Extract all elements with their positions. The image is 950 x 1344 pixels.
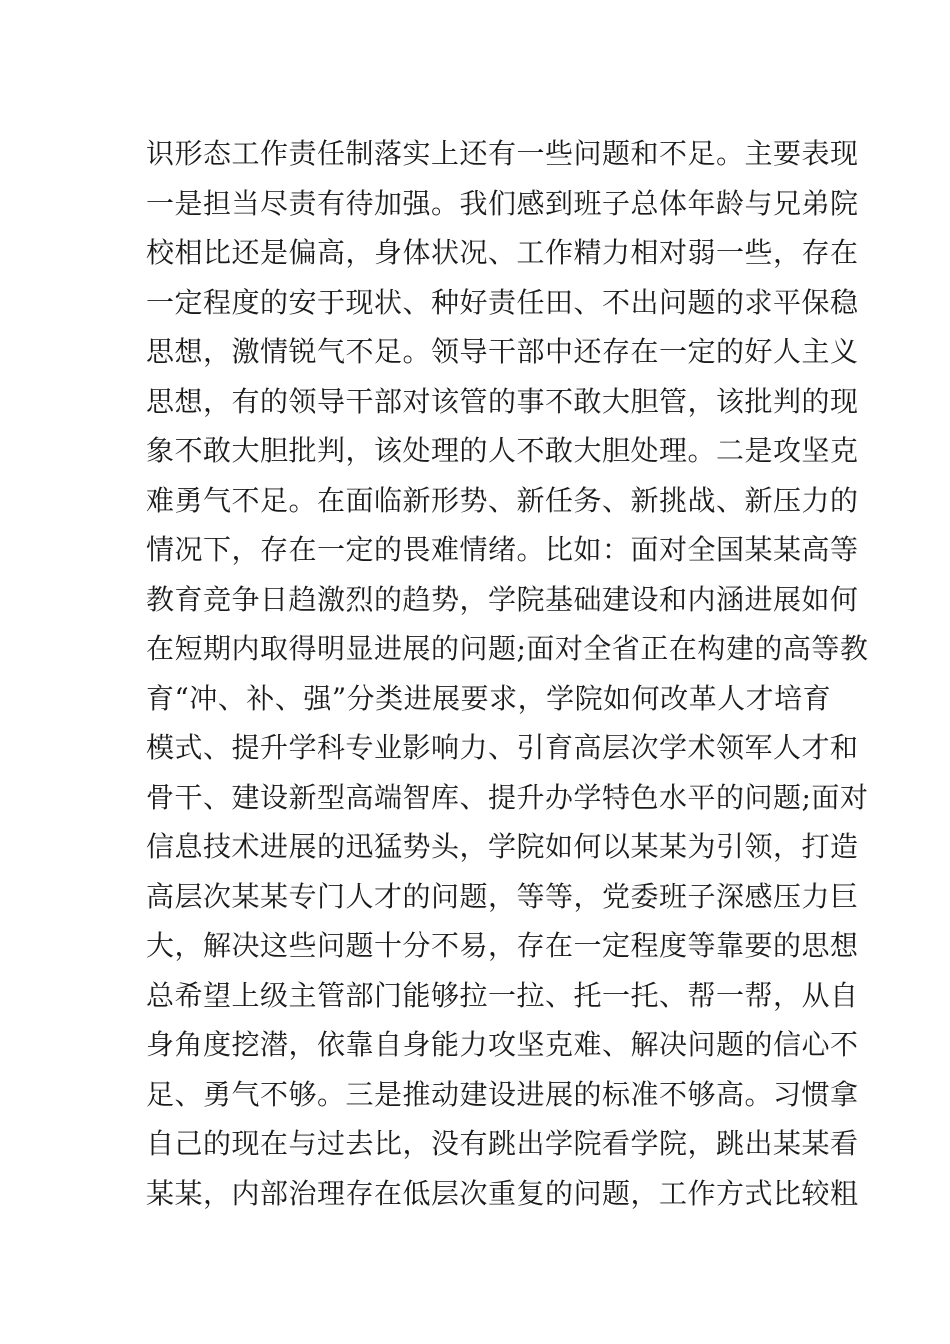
text-line: 大，解决这些问题十分不易，存在一定程度等靠要的思想 [146, 929, 859, 962]
text-line: 思想，有的领导干部对该管的事不敢大胆管，该批判的现 [146, 384, 859, 418]
text-line: 象不敢大胆批判，该处理的人不敢大胆处理。二是攻坚克 [146, 434, 859, 467]
text-line: 足、勇气不够。三是推动建设进展的标准不够高。习惯拿 [146, 1077, 859, 1111]
text-line: 识形态工作责任制落实上还有一些问题和不足。主要表现 [146, 137, 859, 170]
text-line: 自己的现在与过去比，没有跳出学院看学院，跳出某某看 [146, 1127, 859, 1160]
text-line: 身角度挖潜，依靠自身能力攻坚克难、解决问题的信心不 [146, 1028, 859, 1061]
text-line: 高层次某某专门人才的问题，等等，党委班子深感压力巨 [146, 879, 859, 913]
text-line: 一是担当尽责有待加强。我们感到班子总体年龄与兄弟院 [146, 186, 859, 220]
text-line: 总希望上级主管部门能够拉一拉、托一托、帮一帮，从自 [146, 978, 859, 1012]
text-line: 在短期内取得明显进展的问题;面对全省正在构建的高等教 [146, 632, 869, 665]
text-line: 教育竞争日趋激烈的趋势，学院基础建设和内涵进展如何 [146, 582, 859, 616]
text-line: 难勇气不足。在面临新形势、新任务、新挑战、新压力的 [146, 483, 859, 517]
text-line: 思想，激情锐气不足。领导干部中还存在一定的好人主义 [146, 335, 859, 368]
body-paragraph [146, 129, 869, 1218]
text-line: 校相比还是偏高，身体状况、工作精力相对弱一些，存在 [146, 236, 859, 269]
text-line: 骨干、建设新型高端智库、提升办学特色水平的问题;面对 [146, 780, 869, 814]
text-line: 某某，内部治理存在低层次重复的问题，工作方式比较粗 [146, 1176, 859, 1210]
text-line: 模式、提升学科专业影响力、引育高层次学术领军人才和 [146, 731, 859, 764]
text-line: 育“冲、补、强”分类进展要求，学院如何改革人才培育 [146, 681, 832, 715]
text-line: 情况下，存在一定的畏难情绪。比如：面对全国某某高等 [146, 533, 859, 566]
text-line: 一定程度的安于现状、种好责任田、不出问题的求平保稳 [146, 285, 859, 319]
text-line: 信息技术进展的迅猛势头，学院如何以某某为引领，打造 [146, 830, 859, 863]
